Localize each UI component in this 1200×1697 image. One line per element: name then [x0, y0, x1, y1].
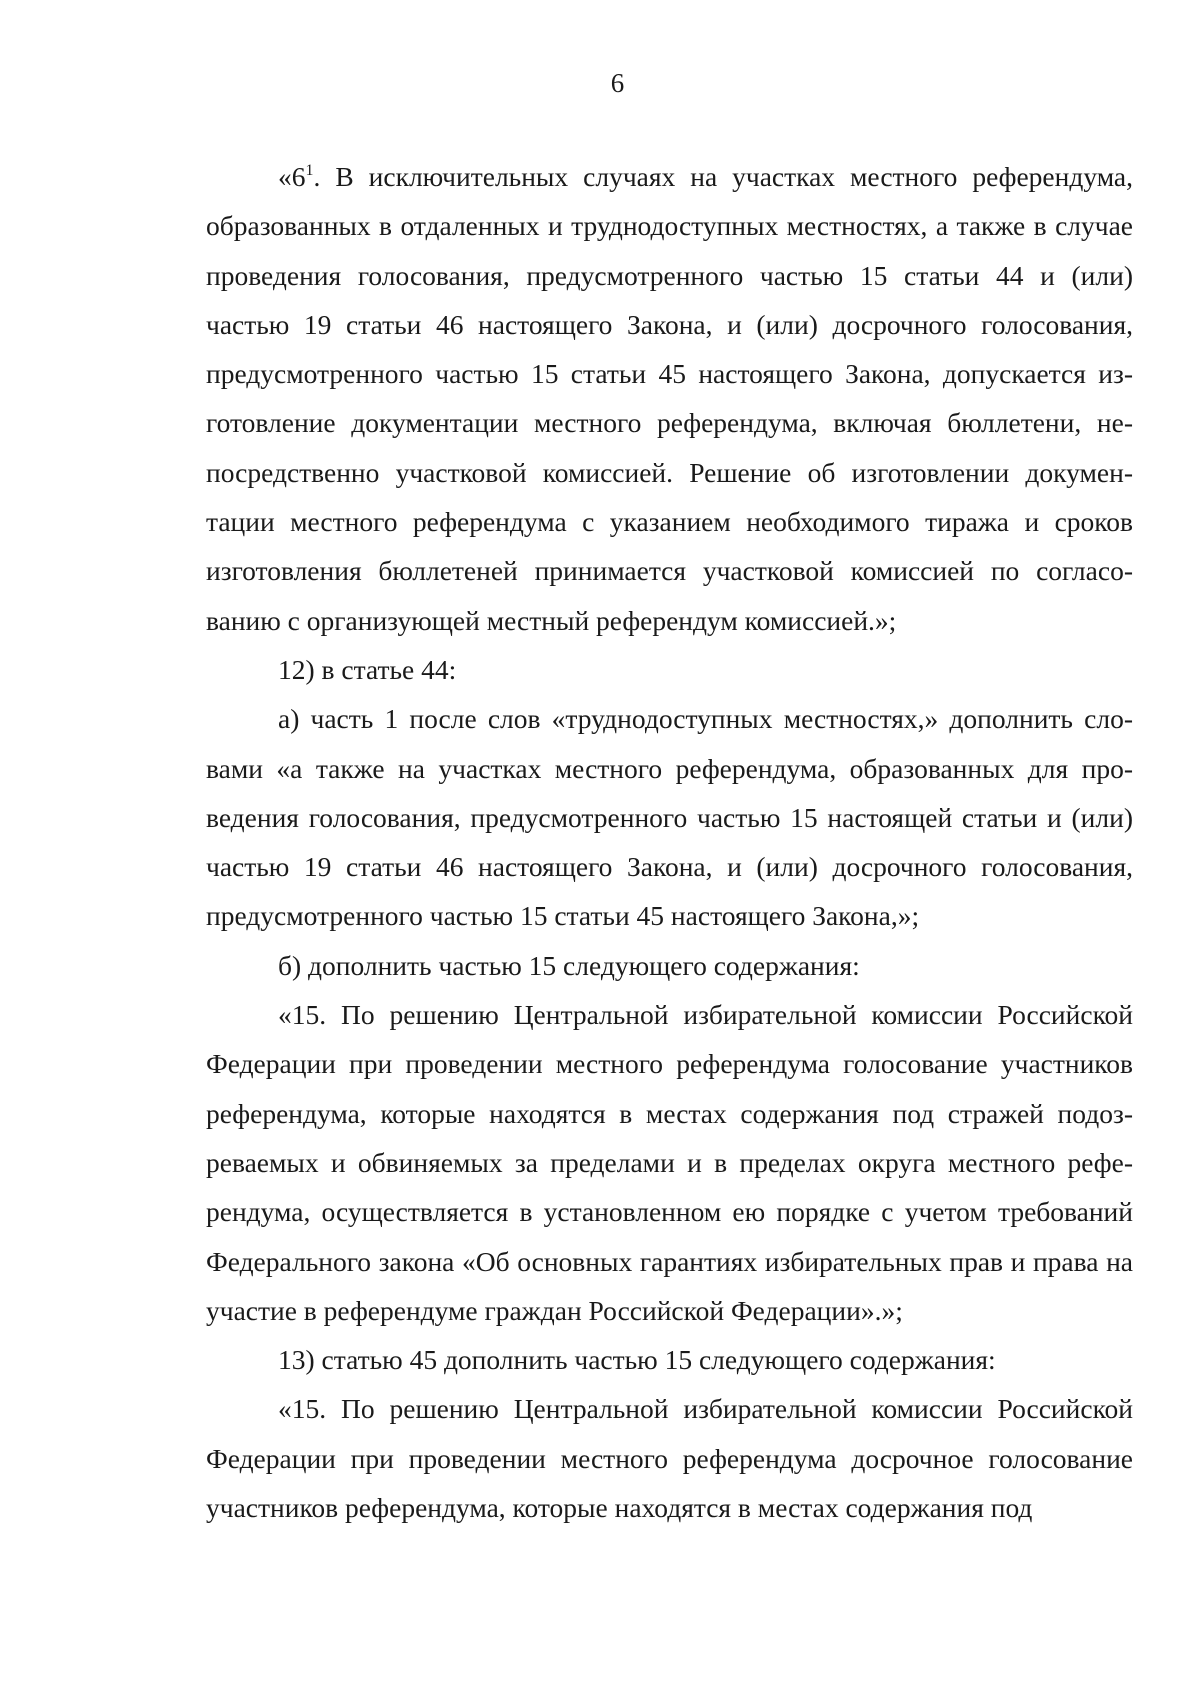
paragraph-amendment-6-1 [206, 152, 1133, 645]
paragraph-item-13: 13) статью 45 дополнить частью 15 следующего содержания: [278, 1344, 996, 1376]
paragraph-subitem-a: а) часть 1 после слов «труднодоступных местностях,» дополнить словами «а также на участках местного референдума, образованных для проведения голосования, предусмотренного частью 15 настоящей статьи и (или) частью 19 статьи 46 настоящего Закона, и (или) досрочного голосования, предусмотренного частью 15 статьи 45 настоящего Закона,»; [206, 703, 1133, 932]
paragraph-part-15-article-44: «15. По решению Центральной избирательной комиссии Российской Федерации при проведении местного референдума голосование участников референдума, которые находятся в местах содержания под стражей подозреваемых и обвиняемых за пределами и в пределах округа местного референдума, осуществляется в установленном ею порядке с учетом требований Федерального закона «Об основных гарантиях избирательных прав и права на участие в референдуме граждан Российской Федерации».»; [206, 999, 1133, 1326]
page-number: 6 [610, 68, 625, 98]
document-body [206, 152, 1133, 1532]
paragraph-part-15-article-45: «15. По решению Центральной избирательной комиссии Российской Федерации при проведении местного референдума досрочное голосование участников референдума, которые находятся в местах содержания под [206, 1393, 1133, 1524]
paragraph-lead: «6 [278, 161, 306, 192]
paragraph-text: . В исключительных случаях на участках местного референдума, образованных в отдаленных и труднодоступных местностях, а также в случае проведения голосования, предусмотренного частью 15 статьи 44 и (или) частью 19 статьи 46 настоящего Закона, и (или) досрочного голосования, предусмотренного частью 15 статьи 45 настоящего Закона, допускается изготовление документации местного референдума, включая бюллетени, непосредственно участковой комиссией. Решение об изготовлении документации местного референдума с указанием необходимого тиража и сроков изготовления бюллетеней принимается участковой комиссией по согласованию с организующей местный референдум комиссией.»; [206, 161, 1133, 636]
paragraph-subitem-b: б) дополнить частью 15 следующего содержания: [278, 949, 860, 981]
paragraph-item-12: 12) в статье 44: [278, 653, 457, 685]
superscript-index: 1 [305, 162, 314, 179]
